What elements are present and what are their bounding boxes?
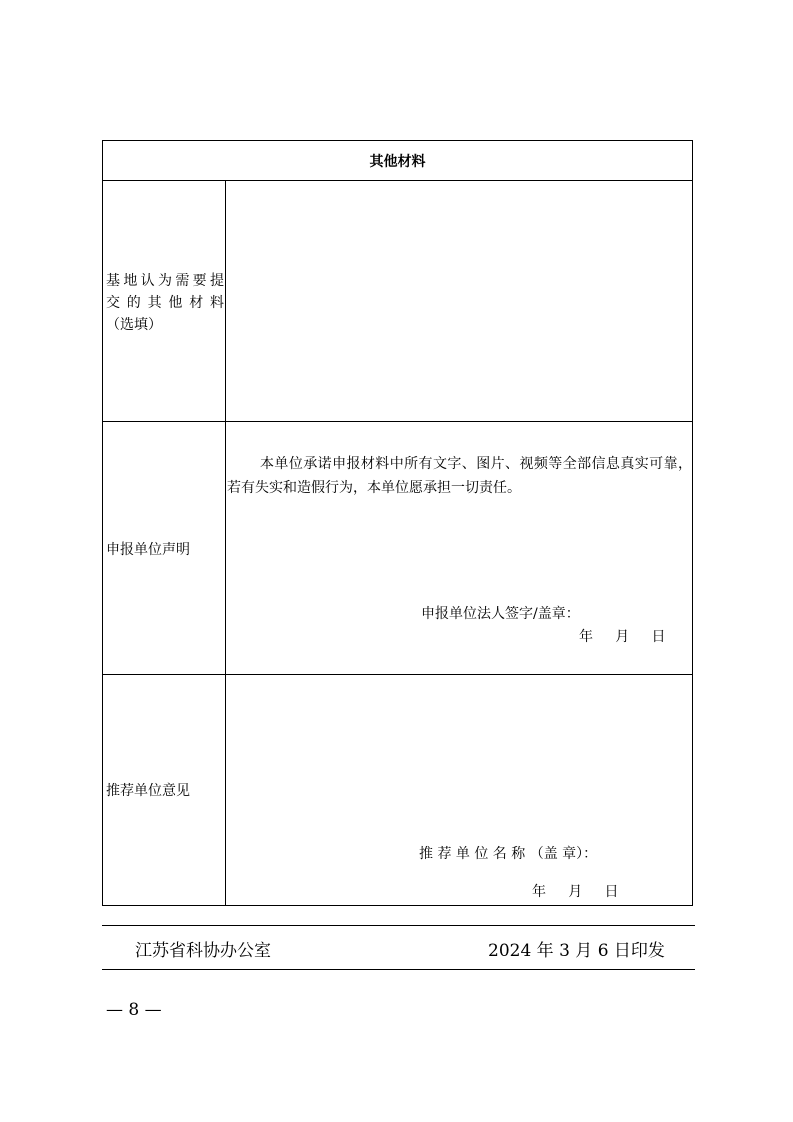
- declaration-text: 本单位承诺申报材料中所有文字、图片、视频等全部信息真实可靠，若有失实和造假行为，本单位愿承担一切责任。: [227, 456, 692, 496]
- divider: [103, 421, 692, 422]
- recommendation-field[interactable]: [226, 675, 693, 835]
- footer-issuer: 江苏省科协办公室: [135, 941, 271, 961]
- footer-top-rule: [102, 925, 695, 926]
- other-materials-label: [106, 270, 224, 336]
- declaration-label: 申报单位声明: [106, 542, 190, 558]
- legal-rep-signature-label[interactable]: 申报单位法人签字/盖章：: [421, 606, 580, 622]
- label-line: （选填）: [106, 317, 162, 333]
- recommender-seal-label[interactable]: 推 荐 单 位 名 称 （盖 章）：: [419, 846, 598, 862]
- recommendation-label: 推荐单位意见: [106, 783, 190, 799]
- other-materials-table: [102, 140, 693, 906]
- table-title: 其他材料: [369, 153, 426, 170]
- label-line: 交的其他材料: [106, 295, 224, 311]
- declaration-date[interactable]: 年 月 日: [579, 629, 666, 645]
- page-number: — 8 —: [106, 1000, 162, 1020]
- footer-bottom-rule: [102, 969, 695, 970]
- recommendation-date[interactable]: 年 月 日: [532, 884, 619, 900]
- other-materials-field[interactable]: [226, 181, 693, 421]
- footer-date: 2024 年 3 月 6 日印发: [488, 941, 665, 961]
- label-line: 基地认为需要提: [106, 273, 224, 289]
